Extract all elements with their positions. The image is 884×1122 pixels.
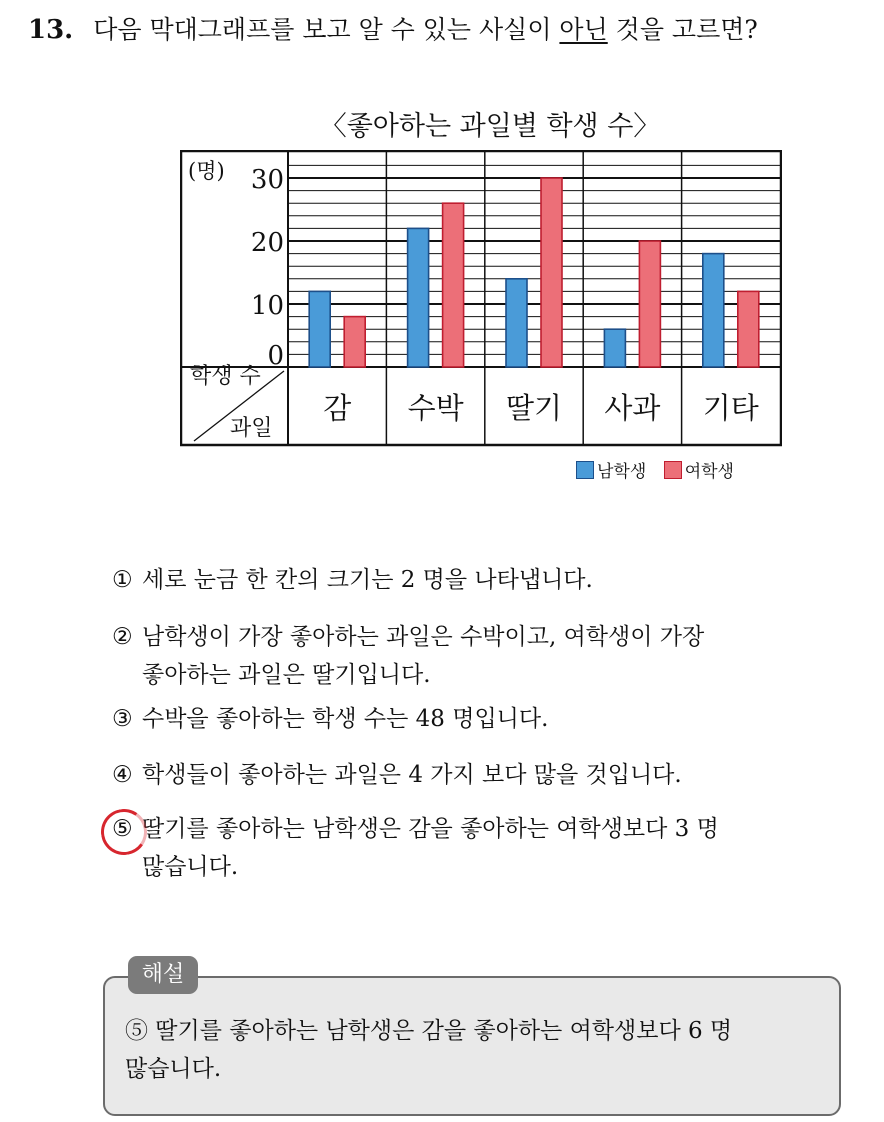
option-5-mark: ⑤ — [112, 816, 133, 842]
explanation-tab: 해설 — [128, 956, 198, 994]
bar-girls — [541, 178, 562, 367]
option-4-line-1: 학생들이 좋아하는 과일은 4 가지 보다 많을 것입니다. — [142, 762, 682, 788]
legend-swatch-girls — [664, 461, 682, 479]
bar-chart — [180, 150, 782, 450]
bar-girls — [443, 203, 464, 367]
legend-label-girls: 여학생 — [684, 462, 734, 482]
corner-label-students: 학생 수 — [190, 364, 261, 389]
y-tick-label: 20 — [250, 228, 284, 258]
option-1-line-1: 세로 눈금 한 칸의 크기는 2 명을 나타냅니다. — [142, 567, 593, 593]
option-5-line-2: 많습니다. — [142, 854, 239, 880]
option-5-line-1: 딸기를 좋아하는 남학생은 감을 좋아하는 여학생보다 3 명 — [142, 816, 719, 842]
chart-title: 〈좋아하는 과일별 학생 수〉 — [319, 111, 661, 142]
option-3-line-1: 수박을 좋아하는 학생 수는 48 명입니다. — [142, 706, 549, 732]
bar-boys — [309, 291, 330, 367]
x-category-label: 감 — [323, 391, 352, 425]
bar-girls — [639, 241, 660, 367]
x-category-label: 기타 — [702, 391, 759, 425]
corner-label-fruit: 과일 — [230, 416, 273, 441]
bar-boys — [506, 279, 527, 367]
question-text-after: 것을 고르면? — [607, 15, 758, 44]
option-4[interactable] — [112, 756, 682, 794]
bar-boys — [703, 254, 724, 367]
option-2-line-1: 남학생이 가장 좋아하는 과일은 수박이고, 여학생이 가장 — [142, 624, 705, 650]
question-header — [28, 10, 758, 46]
explanation-line-2: 많습니다. — [125, 1056, 222, 1082]
question-number: 13. — [28, 15, 74, 45]
option-2-mark: ② — [112, 624, 133, 650]
chart-legend — [576, 457, 734, 482]
x-category-label: 딸기 — [505, 391, 563, 425]
bar-boys — [604, 329, 625, 367]
option-3-mark: ③ — [112, 706, 133, 732]
y-tick-label: 0 — [267, 341, 284, 371]
x-category-label: 수박 — [407, 391, 464, 425]
option-3[interactable] — [112, 700, 548, 738]
bar-girls — [738, 291, 759, 367]
legend-swatch-boys — [576, 461, 594, 479]
option-2[interactable] — [112, 618, 704, 694]
legend-label-boys: 남학생 — [597, 462, 647, 482]
y-tick-label: 10 — [250, 291, 284, 321]
question-text-before: 다음 막대그래프를 보고 알 수 있는 사실이 — [93, 15, 560, 44]
y-tick-label: 30 — [250, 165, 284, 195]
option-2-line-2: 좋아하는 과일은 딸기입니다. — [142, 662, 431, 688]
x-category-label: 사과 — [604, 391, 661, 425]
bar-boys — [408, 228, 429, 367]
option-1-mark: ① — [112, 567, 133, 593]
option-5[interactable] — [112, 810, 719, 886]
option-4-mark: ④ — [112, 762, 133, 788]
option-1[interactable] — [112, 561, 593, 599]
question-text-underlined: 아닌 — [559, 15, 608, 44]
explanation-text — [125, 1012, 825, 1088]
bar-girls — [344, 317, 365, 367]
unit-label: (명) — [188, 159, 225, 183]
explanation-line-1: ⑤ 딸기를 좋아하는 남학생은 감을 좋아하는 여학생보다 6 명 — [125, 1018, 733, 1044]
